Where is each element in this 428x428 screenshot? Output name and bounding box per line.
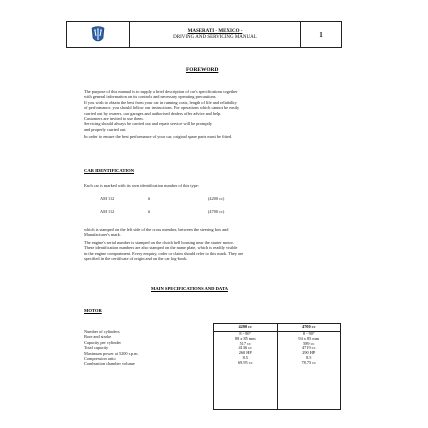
motor-spec-labels [84, 329, 206, 367]
motor-heading: MOTOR [84, 308, 102, 313]
identification-code-row [100, 209, 224, 214]
foreword-line: The purpose of this manual is to supply a brief description of car's specifications together [84, 89, 238, 94]
code-note: (4700 cc) [208, 209, 225, 214]
code-model: AM 112 [100, 196, 115, 201]
logo-cell [67, 22, 130, 47]
foreword-line: In order to ensure the best performance of your car, original spare parts must be fitted. [84, 134, 233, 140]
identification-line: The engine's serial number is stamped on the clutch bell housing near the starter motor. [84, 239, 234, 245]
identification-code-row [100, 196, 224, 209]
foreword-line: carried out by owners, our garages and authorised dealers offer advice and help. [84, 110, 222, 116]
foreword-line: with general information on its controls and necessary operating precautions. [84, 94, 217, 100]
spec-table-header-row [214, 324, 341, 332]
spec-value: 94 x 85 mm [298, 335, 320, 341]
car-identification-heading: CAR IDENTIFICATION [84, 168, 135, 173]
spec-label: Bore and stroke [84, 334, 112, 340]
spec-column-header: 4200 cc [214, 324, 278, 332]
identification-line: specified in the certificate of origin and on the car log-book. [84, 256, 188, 262]
foreword-heading: FOREWORD [186, 67, 219, 73]
identification-line: in the engine compartment. Every enquiry, order or claim should refer to this mark. They are [84, 250, 244, 256]
page-number: 1 [319, 30, 323, 39]
document-title-line2: DRIVING AND SERVICING MANUAL [173, 34, 257, 40]
foreword-line: If you wish to obtain the best from your car in running costs, length of life and reliability [84, 99, 237, 105]
code-note: (4200 cc) [208, 196, 225, 201]
spec-value: 78.75 cc [301, 359, 317, 365]
identification-line: Manufacturer's mark. [84, 232, 121, 238]
document-title-line1: MASERATI - MEXICO - [187, 28, 243, 34]
spec-label: Capacity per cylinder [84, 339, 121, 345]
identification-line: These identification numbers are also stamped on the name plate, which is readily visible [84, 245, 238, 251]
spec-label: Number of cylinders [84, 329, 120, 334]
car-identification-intro: Each car is marked with its own identification number of this type: [84, 183, 199, 188]
spec-value: 290 HP [302, 350, 316, 356]
identification-codes [100, 196, 224, 214]
spec-label: Combustion chamber volume [84, 361, 135, 367]
spec-label: Total capacity [84, 345, 109, 351]
spec-value: 8.5 [242, 354, 248, 360]
foreword-line: Customers are invited to use them. [84, 116, 144, 122]
code-number: # [148, 196, 151, 201]
foreword-text [84, 89, 342, 140]
main-specifications-heading: MAIN SPECIFICATIONS AND DATA [151, 286, 228, 291]
document-header [66, 21, 342, 48]
spec-value: 8 - 90° [302, 331, 315, 336]
spec-label: Compression ratio [84, 355, 116, 361]
document-title-cell [130, 22, 301, 47]
spec-value: 8 - 90° [239, 331, 252, 336]
spec-column-header: 4700 cc [277, 324, 341, 332]
maserati-trident-logo-icon [90, 26, 106, 44]
motor-spec-table [213, 323, 341, 410]
spec-table-row [214, 332, 341, 410]
spec-value: 88 x 85 mm [234, 335, 256, 341]
foreword-line: of performance, you should follow our instructions. For operations which cannot be easily [84, 105, 240, 111]
code-model: AM 112 [100, 209, 115, 214]
code-number: # [148, 209, 151, 214]
spec-column-values [277, 332, 341, 410]
spec-label: Maximum power at 5200 r.p.m. [84, 350, 139, 356]
spec-column-values [214, 332, 278, 410]
identification-line: which is stamped on the left side of the cross member, between the steering box and [84, 227, 229, 232]
spec-value: 589 cc [303, 340, 315, 346]
spec-value: 8.5 [306, 354, 312, 360]
foreword-line: and properly carried out. [84, 126, 127, 132]
spec-value: 4719 cc [302, 345, 316, 351]
car-identification-text [84, 227, 342, 261]
spec-value: 517 cc [239, 340, 251, 346]
foreword-line: Servicing should always be carried out and repair service will be promptly [84, 121, 213, 127]
spec-value: 4136 cc [238, 345, 252, 351]
spec-value: 260 HP [238, 350, 252, 356]
spec-value: 69.95 cc [237, 359, 253, 365]
